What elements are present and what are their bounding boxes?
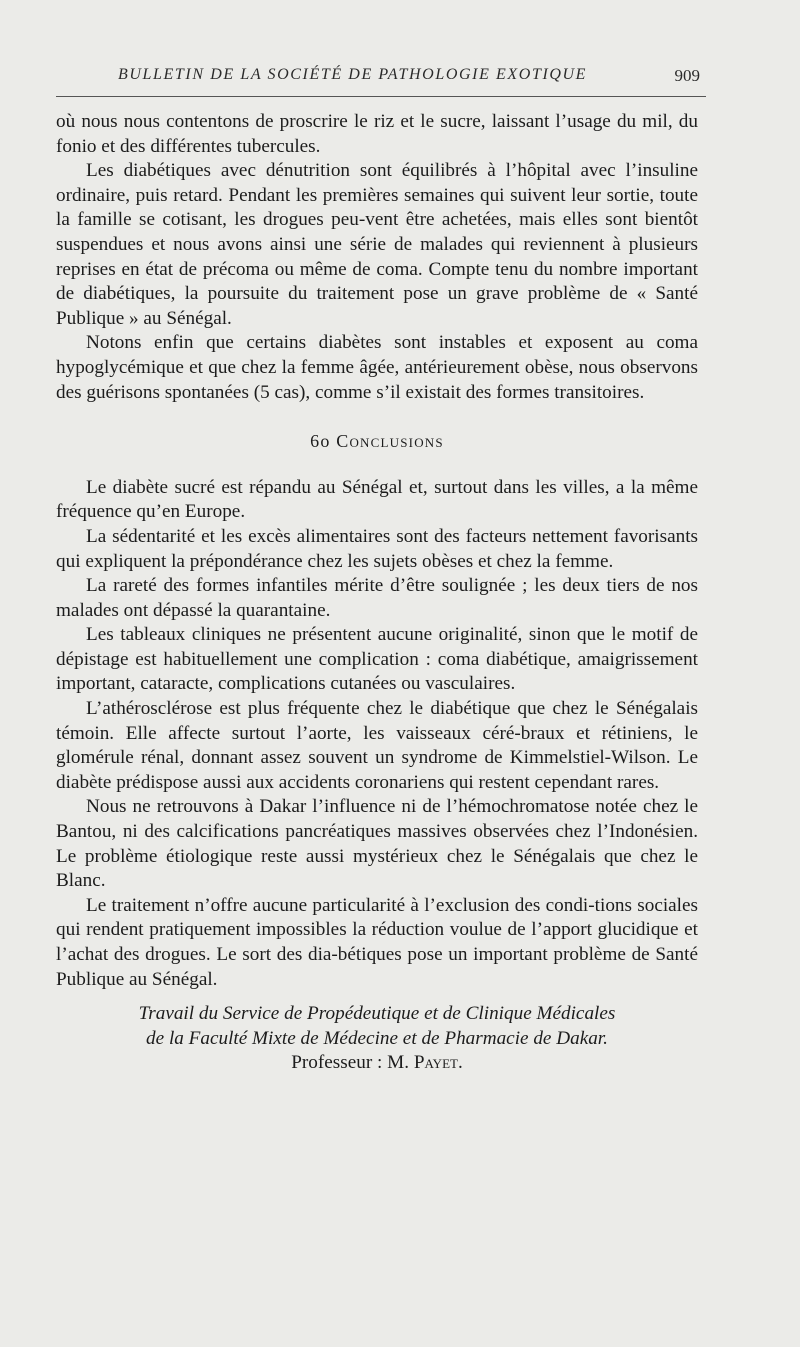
section-heading — [56, 429, 698, 454]
running-title: BULLETIN DE LA SOCIÉTÉ DE PATHOLOGIE EXOTIQUE — [118, 66, 588, 83]
section-number: 6o — [310, 431, 331, 452]
paragraph: La rareté des formes infantiles mérite d’être soulignée ; les deux tiers de nos malades ont dépassé la quarantaine. — [56, 575, 698, 621]
professor-line — [56, 1051, 698, 1076]
paragraph: Nous ne retrouvons à Dakar l’influence ni de l’hémochromatose notée chez le Bantou, ni des calcifications pancréatiques massives observées chez l’Indonésien. Le problème étiologique reste aussi mystérieux chez le Sénégalais que chez le Blanc. — [56, 796, 698, 892]
page-header — [56, 64, 706, 94]
professor-name: Payet. — [413, 1052, 463, 1074]
paragraph: Le traitement n’offre aucune particularité à l’exclusion des condi-tions sociales qui rendent pratiquement impossibles la réduction voulue de l’apport glucidique et l’achat des drogues. Le sort des dia-bétiques pose un important problème de Santé Publique au Sénégal. — [56, 894, 698, 990]
header-rule — [56, 96, 706, 97]
article-body — [56, 110, 698, 1076]
attribution-line: de la Faculté Mixte de Médecine et de Pharmacie de Dakar. — [146, 1027, 608, 1049]
professor-prefix: Professeur : M. — [291, 1052, 410, 1074]
paragraph: Le diabète sucré est répandu au Sénégal et, surtout dans les villes, a la même fréquence qu’en Europe. — [56, 476, 698, 523]
paragraph: L’athérosclérose est plus fréquente chez le diabétique que chez le Sénégalais témoin. Elle affecte surtout l’aorte, les vaisseaux céré-braux et rétiniens, le glomérule rénal, donnant assez souvent un syndrome de Kimmelstiel-Wilson. Le diabète prédispose aussi aux accidents coronariens qui restent cependant rares. — [56, 698, 698, 793]
paragraph: Les diabétiques avec dénutrition sont équilibrés à l’hôpital avec l’insuline ordinaire, puis retard. Pendant les premières semaines qui suivent leur sortie, toute la famille se cotisant, les drogues peu-vent être achetées, mais elles sont bientôt suspendues et nous avons ainsi une série de malades qui reviennent à plusieurs reprises en état de précoma ou même de coma. Compte tenu du nombre important de diabétiques, la poursuite du traitement pose un grave problème de « Santé Publique » au Sénégal. — [56, 160, 698, 329]
paragraph: où nous nous contentons de proscrire le riz et le sucre, laissant l’usage du mil, du fonio et des différentes tubercules. — [56, 111, 698, 157]
attribution — [56, 1002, 698, 1076]
attribution-line: Travail du Service de Propédeutique et de Clinique Médicales — [138, 1003, 616, 1025]
paragraph: Les tableaux cliniques ne présentent aucune originalité, sinon que le motif de dépistage est habituellement une complication : coma diabétique, amaigrissement important, cataracte, complications cutanées ou vasculaires. — [56, 624, 698, 695]
paragraph: La sédentarité et les excès alimentaires sont des facteurs nettement favorisants qui expliquent la prépondérance chez les sujets obèses et chez la femme. — [56, 525, 698, 572]
section-title: Conclusions — [336, 431, 444, 452]
page-number: 909 — [674, 66, 700, 85]
paragraph: Notons enfin que certains diabètes sont instables et exposent au coma hypoglycémique et que chez la femme âgée, antérieurement obèse, nous observons des guérisons spontanées (5 cas), comme s’il existait des formes transitoires. — [56, 332, 698, 403]
